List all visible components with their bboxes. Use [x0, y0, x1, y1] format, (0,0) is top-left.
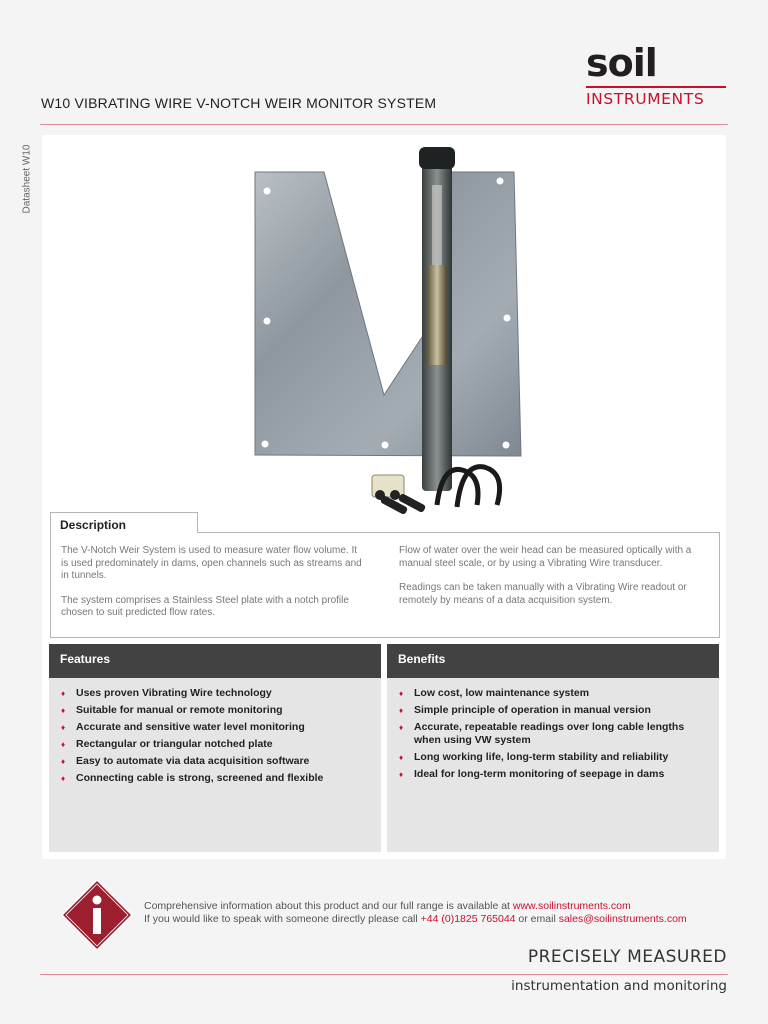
datasheet-label: Datasheet W10	[21, 144, 33, 214]
side-label	[15, 137, 39, 221]
description-heading: Description	[60, 518, 127, 532]
tagline: PRECISELY MEASURED	[527, 947, 727, 967]
feature-item: ♦ Rectangular or triangular notched plate	[76, 738, 373, 751]
feature-item: ♦ Suitable for manual or remote monitoring	[76, 704, 373, 717]
description-paragraph: The system comprises a Stainless Steel plate with a notch profile chosen to suit predicted flow rates.	[61, 594, 349, 618]
benefit-item: ♦ Long working life, long-term stability and reliability	[414, 751, 711, 764]
info-icon	[60, 878, 134, 952]
contact-text: If you would like to speak with someone directly please call	[144, 912, 421, 925]
logo-wordmark: soil	[586, 41, 657, 85]
features-box	[49, 644, 381, 852]
description-column-2	[399, 545, 701, 607]
benefit-item: ♦ Accurate, repeatable readings over long cable lengths when using VW system	[414, 721, 711, 747]
contact-text: or email	[515, 912, 559, 925]
benefit-item: ♦ Simple principle of operation in manual version	[414, 704, 711, 717]
footer-divider	[40, 974, 728, 975]
logo-subtitle: INSTRUMENTS	[586, 90, 705, 108]
sub-tagline: instrumentation and monitoring	[511, 978, 727, 994]
description-paragraph: The V-Notch Weir System is used to measure water flow volume. It is used predominately in dams, open channels such as streams and in tunnels.	[61, 545, 362, 581]
benefits-heading: Benefits	[387, 644, 719, 678]
website-link[interactable]: www.soilinstruments.com	[512, 900, 631, 912]
feature-item: ♦ Uses proven Vibrating Wire technology	[76, 687, 373, 700]
feature-item: ♦ Easy to automate via data acquisition software	[76, 755, 373, 768]
features-heading: Features	[49, 644, 381, 678]
benefits-box	[387, 644, 719, 852]
contact-line-2	[144, 913, 687, 926]
document-title: W10 VIBRATING WIRE V-NOTCH WEIR MONITOR SYSTEM	[41, 95, 437, 111]
vw-transducer	[427, 265, 447, 365]
contact-line-1	[144, 900, 687, 913]
v-notch-weir-plate	[255, 172, 521, 456]
description-column-1	[61, 545, 363, 620]
logo-rule	[586, 86, 726, 88]
phone-number[interactable]: +44 (0)1825 765044	[420, 912, 516, 925]
description-tab	[50, 512, 198, 533]
product-image	[252, 145, 542, 520]
description-paragraph: Readings can be taken manually with a Vibrating Wire readout or remotely by means of a data acquisition system.	[399, 582, 687, 606]
contact-text: Comprehensive information about this product and our full range is available at	[144, 900, 513, 912]
feature-item: ♦ Connecting cable is strong, screened and flexible	[76, 772, 373, 785]
benefit-item: ♦ Low cost, low maintenance system	[414, 687, 711, 700]
tube-cap	[419, 147, 455, 169]
contact-info	[144, 900, 687, 925]
description-paragraph: Flow of water over the weir head can be measured optically with a manual steel scale, or by using a Vibrating Wire transducer.	[399, 545, 692, 569]
soil-instruments-logo	[586, 41, 728, 108]
feature-item: ♦ Accurate and sensitive water level monitoring	[76, 721, 373, 734]
title-divider	[40, 124, 728, 125]
benefits-list	[387, 678, 719, 781]
content-panel	[42, 135, 726, 859]
features-list	[49, 678, 381, 785]
benefit-item: ♦ Ideal for long-term monitoring of seepage in dams	[414, 768, 711, 781]
email-link[interactable]: sales@soilinstruments.com	[558, 912, 687, 925]
description-box	[50, 532, 720, 638]
